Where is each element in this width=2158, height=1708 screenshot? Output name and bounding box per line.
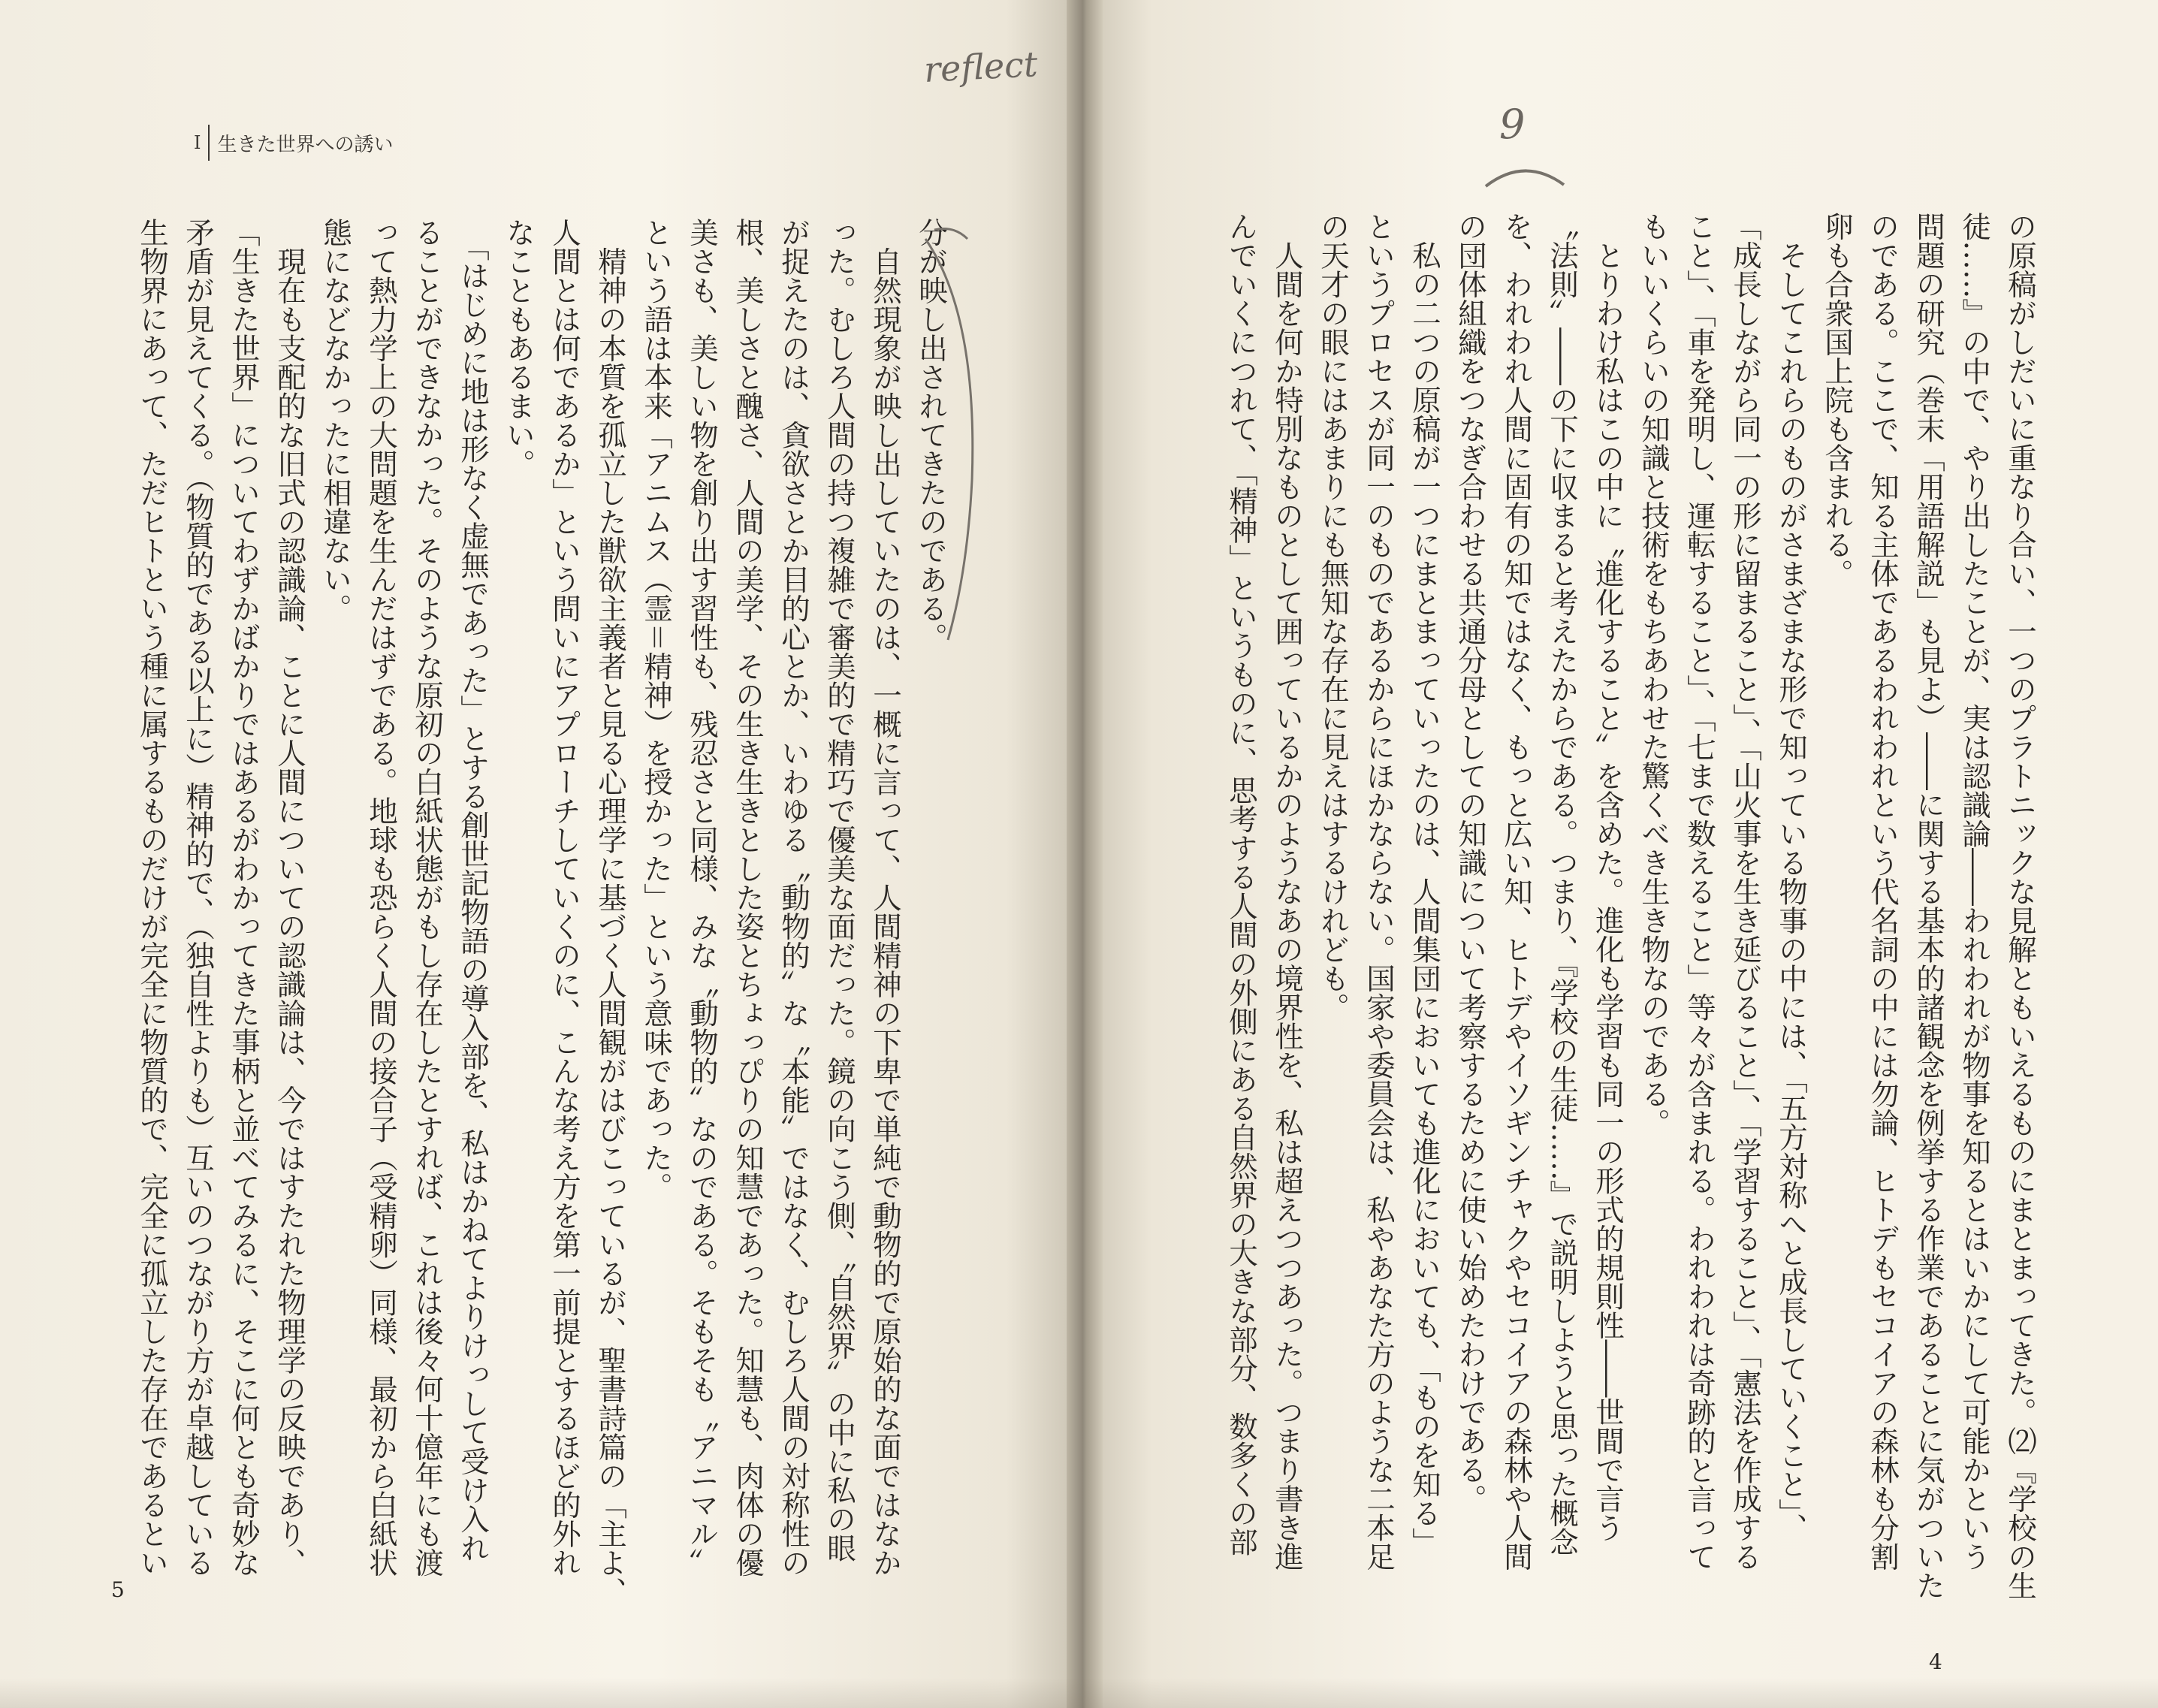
text-column: 分が映し出されてきたのである。: [914, 218, 948, 652]
text-column: が捉えたのは、貪欲さとか目的心とか、いわゆる〝動物的〟な〝本能〟ではなく、むしろ人間の対称性の: [777, 218, 810, 1577]
text-column: 「成長しながら同一の形に留まること」、「山火事を生き延びること」、「学習すること」、「憲法を作成する: [1728, 212, 1762, 1571]
text-column: とりわけ私はこの中に〝進化すること〟を含めた。進化も学習も同一の形式的規則性――世間で言う: [1591, 212, 1625, 1542]
text-column: もいいくらいの知識と技術をもちあわせた驚くべき生き物なのである。: [1637, 212, 1671, 1137]
text-column: んでいくにつれて、「精神」というものに、思考する人間の外側にある自然界の大きな部分、数多くの部: [1224, 212, 1258, 1557]
text-column: 現在も支配的な旧式の認識論、ことに人間についての認識論は、今ではすたれた物理学の反映であり、: [273, 218, 306, 1577]
text-column: った。むしろ人間の持つ複雑で審美的で精巧で優美な面だった。鏡の向こう側、〝自然界〟の中に私の眼: [822, 218, 856, 1563]
left-page-body-text: [105, 218, 954, 1606]
running-head: [194, 125, 394, 161]
text-column: なこともあるまい。: [502, 218, 536, 478]
pencil-annotation-reflect: reflect: [922, 44, 1039, 90]
text-column: 根、美しさと醜さ、人間の美学、その生き生きとした姿とちょっぴりの知慧であった。知慧も、肉体の優: [731, 218, 765, 1577]
text-column: 「生きた世界」についてわずかばかりではあるがわかってきた事柄と並べてみるに、そこに何とも奇妙な: [227, 218, 261, 1577]
text-column: 私の二つの原稿が一つにまとまっていったのは、人間集団においても進化においても、「ものを知る」: [1408, 212, 1441, 1557]
text-column: 「はじめに地は形なく虚無であった」とする創世記物語の導入部を、私はかねてよりけっして受け入れ: [456, 218, 490, 1563]
page-shadow: [0, 1678, 2158, 1708]
text-column: 人間とは何であるか」という問いにアプローチしていくのに、こんな考え方を第一前提とするほど的外れ: [548, 218, 581, 1577]
text-column: 生物界にあって、ただヒトという種に属するものだけが完全に物質的で、完全に孤立した存在であるとい: [135, 218, 169, 1577]
pencil-annotation-nine: 9: [1499, 101, 1526, 148]
text-column: 自然現象が映し出していたのは、一概に言って、人間精神の下卑で単純で動物的で原始的な面ではなか: [868, 218, 902, 1577]
text-column: という語は本来「アニムス（霊＝精神）を授かった」という意味であった。: [639, 218, 673, 1201]
text-column: 徒……』の中で、やり出したことが、実は認識論――われわれが物事を知るとはいかにして可能かという: [1957, 212, 1991, 1571]
text-column: 態になどなかったに相違ない。: [318, 218, 352, 623]
text-column: 卵も合衆国上院も含まれる。: [1820, 212, 1854, 588]
running-head-rule: [208, 125, 210, 161]
right-page: [1088, 0, 2158, 1708]
text-column: のである。ここで、知る主体であるわれわれという代名詞の中には勿論、ヒトデもセコイアの森林も分割: [1866, 212, 1900, 1571]
text-column: の天才の眼にはあまりにも無知な存在に見えはするけれども。: [1316, 212, 1350, 1021]
text-column: の団体組織をつなぎ合わせる共通分母としての知識について考察するために使い始めたわけである。: [1453, 212, 1487, 1513]
text-column: 人間を何か特別なものとして囲っているかのようなあの境界性を、私は超えつつあった。つまり書き進: [1270, 212, 1304, 1571]
page-number: 4: [1929, 1649, 1942, 1674]
text-column: 矛盾が見えてくる。（物質的である以上に）精神的で、（独自性よりも）互いのつながり方が卓越している: [181, 218, 215, 1577]
text-column: ることができなかった。そのような原初の白紙状態がもし存在したとすれば、これは後々何十億年にも渡: [410, 218, 444, 1577]
text-column: 〝法則〟――の下に収まると考えたからである。つまり、『学校の生徒……』で説明しようと思った概念: [1545, 212, 1579, 1557]
text-column: というプロセスが同一のものであるからにほかならない。国家や委員会は、私やあなた方のような二本足: [1362, 212, 1396, 1571]
text-column: って熱力学上の大問題を生んだはずである。地球も恐らく人間の接合子（受精卵）同様、最初から白紙状: [364, 218, 398, 1577]
text-column: の原稿がしだいに重なり合い、一つのプラトニックな見解ともいえるものにまとまってきた。⑵『学校の生: [2003, 212, 2037, 1600]
text-column: 問題の研究（巻末「用語解説」も見よ）――に関する基本的諸観念を例挙する作業であることに気がついた: [1912, 212, 1945, 1600]
chapter-number: I: [194, 132, 201, 153]
text-column: 美さも、美しい物を創り出す習性も、残忍さと同様、みな〝動物的〟なのである。そもそも〝アニマル〟: [685, 218, 719, 1577]
book-gutter: [1067, 0, 1103, 1708]
chapter-title: 生きた世界への誘い: [217, 133, 394, 156]
text-column: 精神の本質を孤立した獣欲主義者と見る心理学に基づく人間観がはびこっているが、聖書詩篇の「主よ、: [593, 218, 627, 1606]
text-column: を、われわれ人間に固有の知ではなく、もっと広い知、ヒトデやイソギンチャクやセコイアの森林や人間: [1499, 212, 1533, 1571]
right-page-body-text: [1119, 212, 2043, 1600]
page-number: 5: [111, 1577, 125, 1602]
text-column: そしてこれらのものがさまざまな形で知っている物事の中には、「五方対称へと成長していくこと」、: [1774, 212, 1808, 1542]
text-column: こと」、「車を発明し、運転すること」、「七まで数えること」等々が含まれる。われわれは奇跡的と言って: [1683, 212, 1716, 1571]
